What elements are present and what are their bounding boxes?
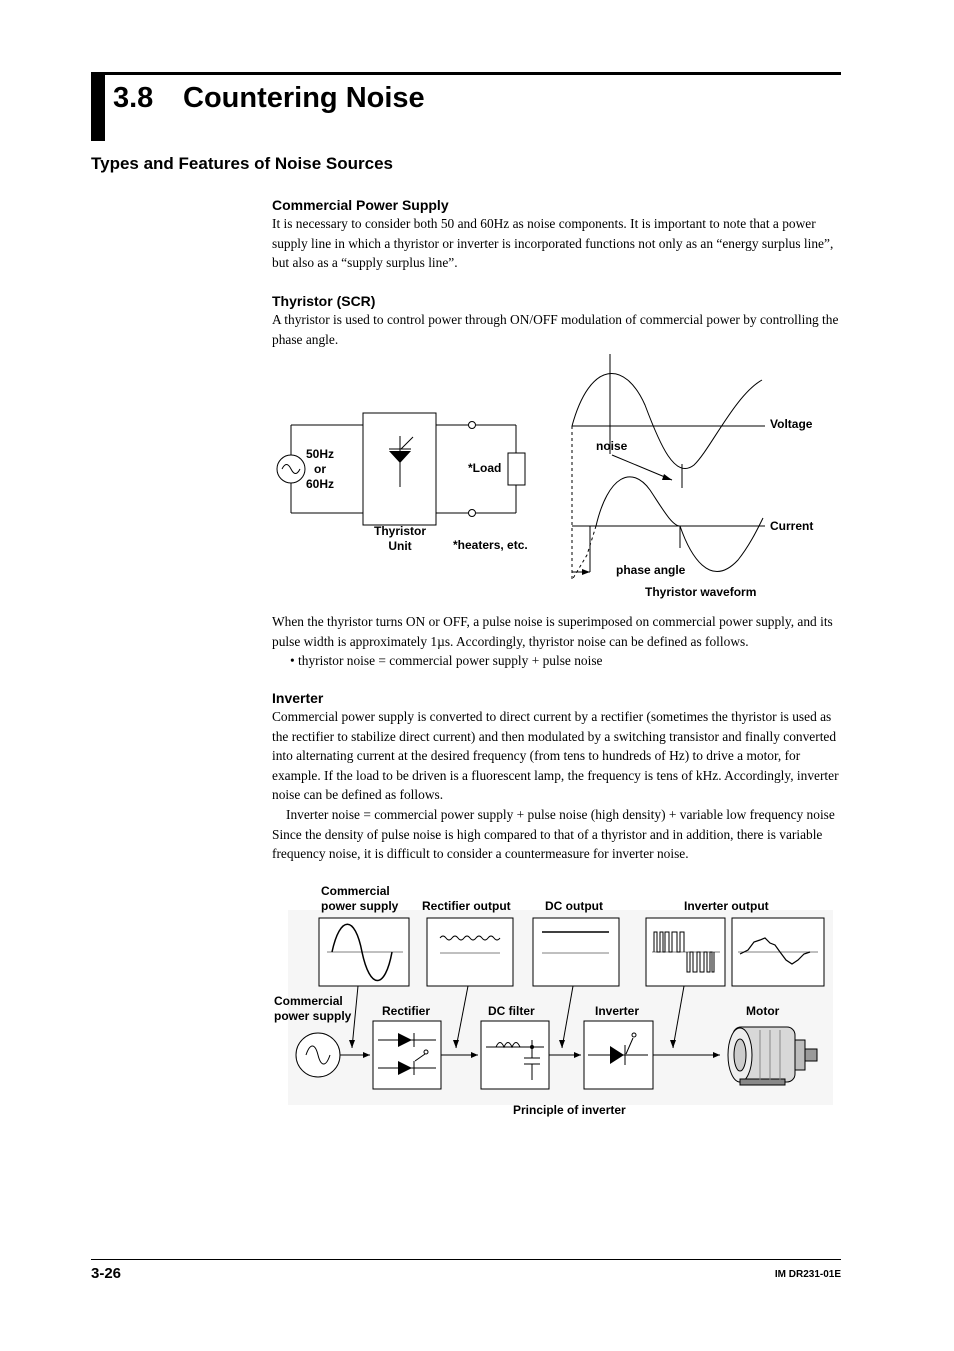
inverter-diagram <box>270 880 840 1125</box>
bottom-rule <box>91 1259 841 1260</box>
top-rule <box>91 72 841 75</box>
top-rectifier-output: Rectifier output <box>422 899 511 913</box>
bottom-dc-filter: DC filter <box>488 1004 535 1018</box>
source-label-3: 60Hz <box>306 477 335 491</box>
commercial-body: It is necessary to consider both 50 and 60Hz as noise components. It is important to note that a power supply line in which a thyristor or inverter is incorporated functions not only as an “energy surplus line”, but also as a “supply surplus line”. <box>272 216 834 271</box>
load-note: *heaters, etc. <box>453 538 528 552</box>
phase-angle-label: phase angle <box>616 563 686 577</box>
inverter-heading: Inverter <box>272 690 324 706</box>
unit-label-2: Unit <box>388 539 412 553</box>
thyristor-after: When the thyristor turns ON or OFF, a pulse noise is superimposed on commercial power supply, and its pulse width is approximately 1µs. Accordingly, thyristor noise can be defined as follows. <box>272 614 833 649</box>
bottom-commercial-1: Commercial <box>274 994 343 1008</box>
load-label: *Load <box>468 461 502 475</box>
commercial-heading: Commercial Power Supply <box>272 197 449 213</box>
current-label: Current <box>770 519 814 533</box>
inverter-section <box>272 689 842 864</box>
source-label-1: 50Hz <box>306 447 335 461</box>
thyristor-section <box>272 292 842 349</box>
inverter-diagram-caption: Principle of inverter <box>513 1103 626 1117</box>
commercial-power-section <box>272 196 842 273</box>
thyristor-heading: Thyristor (SCR) <box>272 293 376 309</box>
chapter-number: 3.8 <box>113 82 154 114</box>
bottom-motor: Motor <box>746 1004 780 1018</box>
thyristor-noise-text <box>272 612 842 671</box>
top-commercial-2: power supply <box>321 899 399 913</box>
inverter-body: Commercial power supply is converted to direct current by a rectifier (sometimes the thyristor is used as the rectifier to stabilize direct current) and then modulated by a switching transistor and finally converted into alternating current at the desired frequency (from tens to hundreds of Hz) to drive a motor, for example. If the load to be driven is a fluorescent lamp, the frequency is tens of kHz. Accordingly, inverter noise can be defined as follows. <box>272 709 839 803</box>
top-dc-output: DC output <box>545 899 603 913</box>
page-number: 3-26 <box>91 1265 122 1282</box>
bottom-rectifier: Rectifier <box>382 1004 431 1018</box>
unit-label-1: Thyristor <box>373 524 427 538</box>
rectifier-box <box>373 1021 441 1089</box>
inverter-formula: Inverter noise = commercial power supply + pulse noise (high density) + variable low frequency noise <box>286 806 835 822</box>
rectifier-output-box <box>427 918 513 986</box>
thyristor-waveform-caption: Thyristor waveform <box>645 585 757 599</box>
thyristor-waveform <box>572 354 765 580</box>
chapter-title: Countering Noise <box>183 82 425 114</box>
top-commercial-1: Commercial <box>321 884 390 898</box>
dc-output-box <box>533 918 619 986</box>
inverter-body2: Since the density of pulse noise is high compared to that of a thyristor and in addition, there is variable frequency noise, it is difficult to consider a countermeasure for inverter noise. <box>272 826 823 862</box>
thyristor-body: A thyristor is used to control power through ON/OFF modulation of commercial power by controlling the phase angle. <box>272 312 839 347</box>
thyristor-diagram <box>270 350 830 605</box>
bottom-commercial-2: power supply <box>274 1009 352 1023</box>
dc-filter-box <box>481 1021 549 1089</box>
thyristor-bullet: • thyristor noise = commercial power supply + pulse noise <box>290 653 603 669</box>
thyristor-icon <box>389 451 411 463</box>
bottom-inverter: Inverter <box>595 1004 640 1018</box>
source-label-2: or <box>314 462 326 476</box>
noise-label: noise <box>596 439 628 453</box>
top-inverter-output: Inverter output <box>684 899 769 913</box>
chapter-bar <box>91 72 105 141</box>
document-id: IM DR231-01E <box>774 1269 841 1280</box>
voltage-label: Voltage <box>770 417 813 431</box>
load-resistor <box>508 453 525 485</box>
section-title: Types and Features of Noise Sources <box>91 154 393 173</box>
